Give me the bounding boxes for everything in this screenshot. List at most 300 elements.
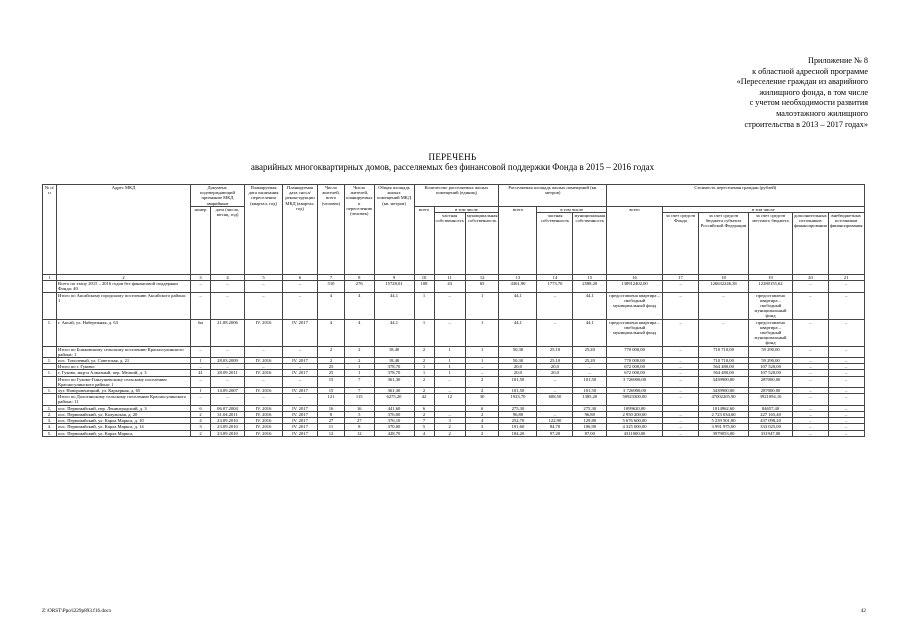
table-cell: – — [211, 292, 245, 319]
table-cell: – — [663, 370, 699, 376]
table-cell: – — [828, 319, 864, 346]
table-cell: – — [828, 292, 864, 319]
table-cell: Итого по Аксайскому городскому поселению Аксайского района: 1 — [57, 292, 191, 319]
table-cell: 287000,00 — [749, 388, 793, 394]
table-cell: 3439900,00 — [699, 376, 749, 387]
table-cell: IV. 2017 — [283, 430, 318, 436]
column-number-cell: 19 — [749, 275, 793, 281]
table-cell: – — [283, 364, 318, 370]
table-cell: – — [828, 370, 864, 376]
table-cell: 5 239 501,80 — [699, 418, 749, 424]
table-cell: 21.08.2006 — [211, 319, 245, 346]
table-cell: – — [663, 358, 699, 364]
table-cell — [43, 281, 57, 292]
table-cell: 378,70 — [374, 364, 414, 370]
table-cell: 25 — [318, 364, 345, 370]
table-cell: 8 — [345, 424, 375, 430]
table-cell: – — [793, 411, 829, 417]
table-cell — [43, 376, 57, 387]
table-cell: 3 — [465, 424, 499, 430]
table-cell: – — [245, 364, 283, 370]
table-cell: 126632246,38 — [699, 281, 749, 292]
table-cell: Итого по Долотинскому сельскому поселению Красносулинского района: 11 — [57, 394, 191, 405]
header-area: Общая площадь жилых помещений МКД (кв. метров) — [374, 185, 414, 275]
column-number-cell: 17 — [663, 275, 699, 281]
table-cell: 4 — [191, 418, 211, 424]
table-cell: 101,50 — [573, 376, 607, 387]
table-cell: 2. — [43, 411, 57, 417]
header-space-municipal: муниципальная собственность — [573, 213, 607, 275]
table-cell: – — [793, 370, 829, 376]
table-cell: – — [434, 376, 465, 387]
table-cell: пос. Первомайский, ул. Карла Маркса, — [57, 430, 191, 436]
table-cell: – — [434, 319, 465, 346]
table-cell: 20,0 — [499, 364, 537, 370]
table-cell: 12280155,62 — [749, 281, 793, 292]
table-cell: 6н — [191, 319, 211, 346]
table-cell: 2 — [191, 430, 211, 436]
table-cell: – — [828, 364, 864, 370]
table-cell: – — [573, 370, 607, 376]
header-address: Адрес МКД — [57, 185, 191, 275]
table-cell: 1923,70 — [499, 394, 537, 405]
table-cell: Итого по Божковскому сельскому поселению Красносулинского района: 1 — [57, 346, 191, 357]
table-cell: – — [245, 376, 283, 387]
table-cell: 5. — [43, 430, 57, 436]
table-cell: 252,70 — [499, 418, 537, 424]
table-cell: – — [245, 394, 283, 405]
table-cell: IV. 2016 — [245, 411, 283, 417]
table-cell: 2 — [191, 411, 211, 417]
table-cell: 2 — [414, 376, 434, 387]
table-cell: 2 — [465, 430, 499, 436]
table-cell: – — [793, 424, 829, 430]
table-cell: 50923300,00 — [607, 394, 663, 405]
table-cell: 227 165,40 — [749, 411, 793, 417]
table-cell: – — [191, 394, 211, 405]
table-cell: 287000,00 — [749, 376, 793, 387]
table-cell: 1 — [434, 370, 465, 376]
table-cell: 5 — [345, 411, 375, 417]
table-cell: 331947,00 — [749, 430, 793, 436]
table-cell: 106,90 — [573, 424, 607, 430]
table-cell: 2 950 200,00 — [607, 411, 663, 417]
table-cell: 1. — [43, 319, 57, 346]
table-cell: 43 — [434, 281, 465, 292]
table-cell: 770 000,00 — [607, 346, 663, 357]
table-cell: 96,80 — [499, 411, 537, 417]
table-cell: 1 — [414, 370, 434, 376]
column-number-cell: 10 — [414, 275, 434, 281]
table-cell: 1 — [191, 358, 211, 364]
table-cell: 28.03.2009 — [211, 358, 245, 364]
table-cell: – — [465, 370, 499, 376]
column-number-cell: 15 — [573, 275, 607, 281]
table-cell: – — [191, 281, 211, 292]
table-cell: 2 — [434, 424, 465, 430]
table-cell: IV. 2016 — [245, 430, 283, 436]
table-cell: 138912402,00 — [607, 281, 663, 292]
table-cell: 1773,70 — [537, 281, 573, 292]
appendix-block — [620, 56, 868, 130]
table-cell: 6 — [414, 405, 434, 411]
table-cell: 1014962,60 — [699, 405, 749, 411]
column-number-cell: 1 — [43, 275, 57, 281]
header-num: № п/п — [43, 185, 57, 275]
table-cell: г. Аксай, ул. Набережная, д. 63 — [57, 319, 191, 346]
table-cell: 428,70 — [374, 430, 414, 436]
table-cell: – — [537, 388, 573, 394]
table-cell: – — [434, 292, 465, 319]
table-cell: 15 — [318, 376, 345, 387]
table-cell: 276 — [345, 281, 375, 292]
table-cell: пос. Тополевый, ул. Советская, д. 21 — [57, 358, 191, 364]
table-cell: 2 — [318, 346, 345, 357]
table-cell: 97,20 — [537, 430, 573, 436]
column-number-cell: 12 — [465, 275, 499, 281]
column-number-cell: 6 — [283, 275, 318, 281]
table-cell: 1 — [414, 364, 434, 370]
table-cell: – — [828, 376, 864, 387]
table-cell: IV. 2016 — [245, 358, 283, 364]
header-space: Расселяемая площадь жилых помещений (кв. метров) — [499, 185, 607, 207]
table-cell: – — [663, 411, 699, 417]
header-doc-number: номер — [191, 206, 211, 274]
table-cell: 20,0 — [499, 370, 537, 376]
table-cell: 25,20 — [573, 346, 607, 357]
header-premises-total: всего — [414, 206, 434, 274]
table-cell: 28.09.2011 — [211, 370, 245, 376]
table-cell: – — [465, 364, 499, 370]
table-cell: 16 — [345, 405, 375, 411]
table-cell: – — [283, 376, 318, 387]
table-cell: 4 — [414, 430, 434, 436]
table-cell: 42 — [414, 394, 434, 405]
table-cell: 87,00 — [573, 430, 607, 436]
table-cell: 44,1 — [499, 292, 537, 319]
table-cell: 3921094,10 — [749, 394, 793, 405]
column-number-cell: 13 — [499, 275, 537, 281]
table-cell: IV. 2016 — [245, 418, 283, 424]
table-cell: 6 — [191, 405, 211, 411]
table-cell: 2 — [345, 358, 375, 364]
header-space-total: всего — [499, 206, 537, 274]
table-cell: 129,80 — [573, 418, 607, 424]
table-cell: IV. 2016 — [245, 388, 283, 394]
table-cell: IV. 2017 — [283, 370, 318, 376]
table-cell: 1 — [414, 319, 434, 346]
table-cell: 1385,20 — [573, 394, 607, 405]
table-cell: 65 — [465, 281, 499, 292]
table-cell: – — [434, 411, 465, 417]
appendix-line: строительства в 2013 – 2017 годах» — [744, 119, 868, 129]
table-cell: 23.09.2010 — [211, 418, 245, 424]
column-number-cell: 8 — [345, 275, 375, 281]
table-cell: – — [828, 394, 864, 405]
table-cell: IV. 2017 — [283, 424, 318, 430]
table-cell: предоставлена квартира – свободный муниципальный фонд — [607, 319, 663, 346]
table-cell: – — [211, 394, 245, 405]
table-cell: 18,40 — [374, 346, 414, 357]
table-cell: пос. Первомайский, ул. Карла Маркса, д. 14 — [57, 424, 191, 430]
table-cell: – — [663, 394, 699, 405]
table-cell: – — [793, 405, 829, 411]
table-cell: хут. Новоровенецкий, ул. Карьерная, д. 65 — [57, 388, 191, 394]
table-cell: 2588,20 — [573, 281, 607, 292]
table-cell: – — [793, 388, 829, 394]
table-cell: – — [793, 319, 829, 346]
table-cell: 44,1 — [573, 292, 607, 319]
table-cell: IV. 2017 — [283, 388, 318, 394]
table-cell: – — [537, 319, 573, 346]
table-cell: – — [828, 346, 864, 357]
table-cell: 2 — [465, 388, 499, 394]
table-cell: – — [663, 292, 699, 319]
table-cell: 3 — [434, 418, 465, 424]
table-cell: 20,0 — [537, 364, 573, 370]
table-cell: 44,1 — [374, 292, 414, 319]
column-number-cell: 11 — [434, 275, 465, 281]
table-cell: – — [793, 394, 829, 405]
header-cost-extra: дополнительных источников финансирования — [793, 213, 829, 275]
table-cell: 1 — [434, 346, 465, 357]
table-cell: – — [537, 411, 573, 417]
table-cell: 15 — [318, 388, 345, 394]
table-cell: 2 — [414, 411, 434, 417]
header-cost-extra2: внебюджетных источников финансирования — [828, 213, 864, 275]
table-cell: 1 — [465, 292, 499, 319]
header-cost-subject: за счет средств бюджета субъекта Российской Федерации — [699, 213, 749, 275]
subtotal-row — [43, 292, 865, 319]
table-cell: 7 — [345, 388, 375, 394]
table-cell — [43, 394, 57, 405]
table-cell: – — [283, 292, 318, 319]
table-cell: 23.09.2010 — [211, 424, 245, 430]
table-cell: – — [211, 346, 245, 357]
table-cell: 2 723 034,60 — [699, 411, 749, 417]
table-cell: 25,20 — [573, 358, 607, 364]
table-cell: 710 710,00 — [699, 346, 749, 357]
table-cell: 361,30 — [374, 388, 414, 394]
table-cell: – — [793, 376, 829, 387]
table-row — [43, 319, 865, 346]
table-cell: 7 — [345, 376, 375, 387]
table-cell: – — [699, 292, 749, 319]
header-planned-demolish: Планируемая дата сноса/ реконструкции МКД (квартал, год) — [283, 185, 318, 275]
table-cell: 1. — [43, 370, 57, 376]
table-cell: – — [573, 364, 607, 370]
table-cell: 1 — [191, 388, 211, 394]
table-cell: – — [828, 388, 864, 394]
page-number: 42 — [860, 608, 866, 614]
table-cell: 4 — [465, 418, 499, 424]
column-number-cell: 5 — [245, 275, 283, 281]
table-cell: 30 — [465, 394, 499, 405]
table-cell: – — [828, 430, 864, 436]
table-cell: 44,1 — [499, 319, 537, 346]
table-cell: 2 — [414, 346, 434, 357]
table-cell: 23.09.2010 — [211, 430, 245, 436]
header-premises-incl: в том числе — [434, 206, 499, 212]
table-cell: – — [245, 346, 283, 357]
document-subtitle: аварийных многоквартирных домов, расселяемых без финансовой поддержки Фонда в 2015 – 2016 годах — [250, 162, 655, 172]
table-cell: 710 710,00 — [699, 358, 749, 364]
table-cell: 2 — [414, 388, 434, 394]
table-cell: пос. Первомайский, ул. Карла Маркса, д. 10 — [57, 418, 191, 424]
table-cell: – — [211, 281, 245, 292]
document-title: ПЕРЕЧЕНЬ — [428, 152, 477, 162]
table-cell: – — [793, 418, 829, 424]
table-cell: – — [793, 346, 829, 357]
table-cell: 18,40 — [374, 358, 414, 364]
table-cell: 6 — [465, 405, 499, 411]
header-document: Документ, подтверждающий признание МКД аварийным — [191, 185, 245, 207]
header-planned-end: Планируемая дата окончания переселения (квартал, год) — [245, 185, 283, 275]
table-cell: 115 — [345, 394, 375, 405]
table-cell: IV. 2016 — [245, 405, 283, 411]
table-cell: 20,0 — [537, 370, 573, 376]
table-cell: 376,10 — [374, 418, 414, 424]
appendix-line: с учетом необходимости развития — [749, 98, 868, 108]
table-cell: 2 — [414, 358, 434, 364]
header-cost-incl: в том числе — [663, 206, 864, 212]
header-premises: Количество расселяемых жилых помещений (единиц) — [414, 185, 499, 207]
table-cell: 275,30 — [499, 405, 537, 411]
header-premises-private: частная собственность — [434, 213, 465, 275]
subtotal-row — [43, 394, 865, 405]
table-cell: – — [793, 364, 829, 370]
table-cell: 12 — [434, 394, 465, 405]
table-body — [43, 281, 865, 436]
table-cell: 672 000,00 — [607, 364, 663, 370]
table-cell: 3 726900,00 — [607, 388, 663, 394]
table-cell: – — [191, 346, 211, 357]
table-cell: 27 — [345, 418, 375, 424]
table-cell: 2 — [318, 358, 345, 364]
appendix-line: малоэтажного жилищного — [776, 108, 868, 118]
table-cell: – — [283, 394, 318, 405]
table-cell: – — [663, 364, 699, 370]
table-cell: 7 — [414, 418, 434, 424]
table-cell: 376,00 — [374, 411, 414, 417]
table-cell: – — [828, 424, 864, 430]
table-cell: – — [191, 364, 211, 370]
table-cell: 59 290,00 — [749, 346, 793, 357]
table-cell: 1. — [43, 388, 57, 394]
table-cell: 4 — [345, 292, 375, 319]
table-cell: 564 480,00 — [699, 364, 749, 370]
table-cell: 44,1 — [374, 319, 414, 346]
table-cell: 107 520,00 — [749, 370, 793, 376]
table-cell: 275,30 — [573, 405, 607, 411]
header-residents-relocated: Число жителей, планируемых к переселению (человек) — [345, 185, 375, 275]
table-cell: 2 — [345, 346, 375, 357]
table-cell: 370,00 — [374, 424, 414, 430]
table-cell: 84,70 — [537, 424, 573, 430]
table-cell: 5 — [414, 424, 434, 430]
table-cell: – — [537, 376, 573, 387]
table-cell: 108 — [414, 281, 434, 292]
table-cell: 101,50 — [499, 376, 537, 387]
table-cell: 2 — [465, 411, 499, 417]
table-cell: 44,1 — [573, 319, 607, 346]
table-cell: – — [283, 346, 318, 357]
table-cell: IV. 2017 — [283, 319, 318, 346]
table-cell: IV. 2016 — [245, 370, 283, 376]
header-cost-total: всего — [607, 206, 663, 274]
table-cell: 47002205,90 — [699, 394, 749, 405]
table-cell: – — [434, 388, 465, 394]
table-cell: 191,60 — [499, 424, 537, 430]
appendix-line: жилищного фонда, в том числе — [759, 87, 868, 97]
table-cell: 510 — [318, 281, 345, 292]
table-cell: 1. — [43, 405, 57, 411]
table-cell: – — [699, 319, 749, 346]
table-cell: 101,50 — [499, 388, 537, 394]
table-cell: – — [663, 376, 699, 387]
table-cell: 1 — [414, 292, 434, 319]
header-row — [43, 185, 865, 207]
table-cell: – — [828, 358, 864, 364]
column-number-cell: 16 — [607, 275, 663, 281]
table-cell: – — [828, 405, 864, 411]
header-premises-municipal: муниципальная собственность — [465, 213, 499, 275]
table-cell: – — [245, 292, 283, 319]
table-cell: – — [663, 319, 699, 346]
column-number-cell: 2 — [57, 275, 191, 281]
table-cell: 59 290,00 — [749, 358, 793, 364]
table-cell: Итого по Гуково-Гнилушевскому сельскому поселению Красносулинского района: 1 — [57, 376, 191, 387]
header-cost: Стоимость переселения граждан (рублей) — [607, 185, 864, 207]
header-cost-local: за счет средств местного бюджета — [749, 213, 793, 275]
table-cell: 25,10 — [537, 358, 573, 364]
table-cell: – — [793, 281, 829, 292]
appendix-line: Приложение № 8 — [808, 56, 868, 65]
table-cell: – — [211, 376, 245, 387]
table-cell — [43, 346, 57, 357]
table-cell: 5 676 600,00 — [607, 418, 663, 424]
table-cell: IV. 2017 — [283, 418, 318, 424]
table-cell: 14.09.2007 — [211, 388, 245, 394]
table-cell: 1 — [434, 364, 465, 370]
table-cell: 4361,90 — [499, 281, 537, 292]
table-cell: 4 325 000,00 — [607, 424, 663, 430]
table-cell: 41 — [191, 370, 211, 376]
table-cell: Итого по г. Гуково: — [57, 364, 191, 370]
table-cell: 1 — [345, 370, 375, 376]
column-number-cell: 20 — [793, 275, 829, 281]
subtotal-row — [43, 376, 865, 387]
subtotal-row — [43, 346, 865, 357]
table-cell: 2 — [434, 430, 465, 436]
table-cell: – — [191, 376, 211, 387]
table-cell: 564 480,00 — [699, 370, 749, 376]
table-cell: 1 — [345, 364, 375, 370]
register-table — [42, 184, 865, 437]
table-cell: г. Гуково, мкр-н Алмазный, пер. Мелкий, д. 3 — [57, 370, 191, 376]
subtotal-row — [43, 281, 865, 292]
table-cell: предоставлена квартира – свободный муниципальный фонд — [749, 319, 793, 346]
table-cell: 50,30 — [499, 358, 537, 364]
table-cell: предоставлена квартира – свободный муниципальный фонд — [607, 292, 663, 319]
column-number-cell: 18 — [699, 275, 749, 281]
table-cell: 06.07.2004 — [211, 405, 245, 411]
table-cell: – — [211, 364, 245, 370]
header-space-incl: в том числе — [537, 206, 607, 212]
table-cell: 4311000,00 — [607, 430, 663, 436]
table-cell: 25 — [318, 370, 345, 376]
table-cell: пос. Первомайский, ул. Калужская, д. 20 — [57, 411, 191, 417]
